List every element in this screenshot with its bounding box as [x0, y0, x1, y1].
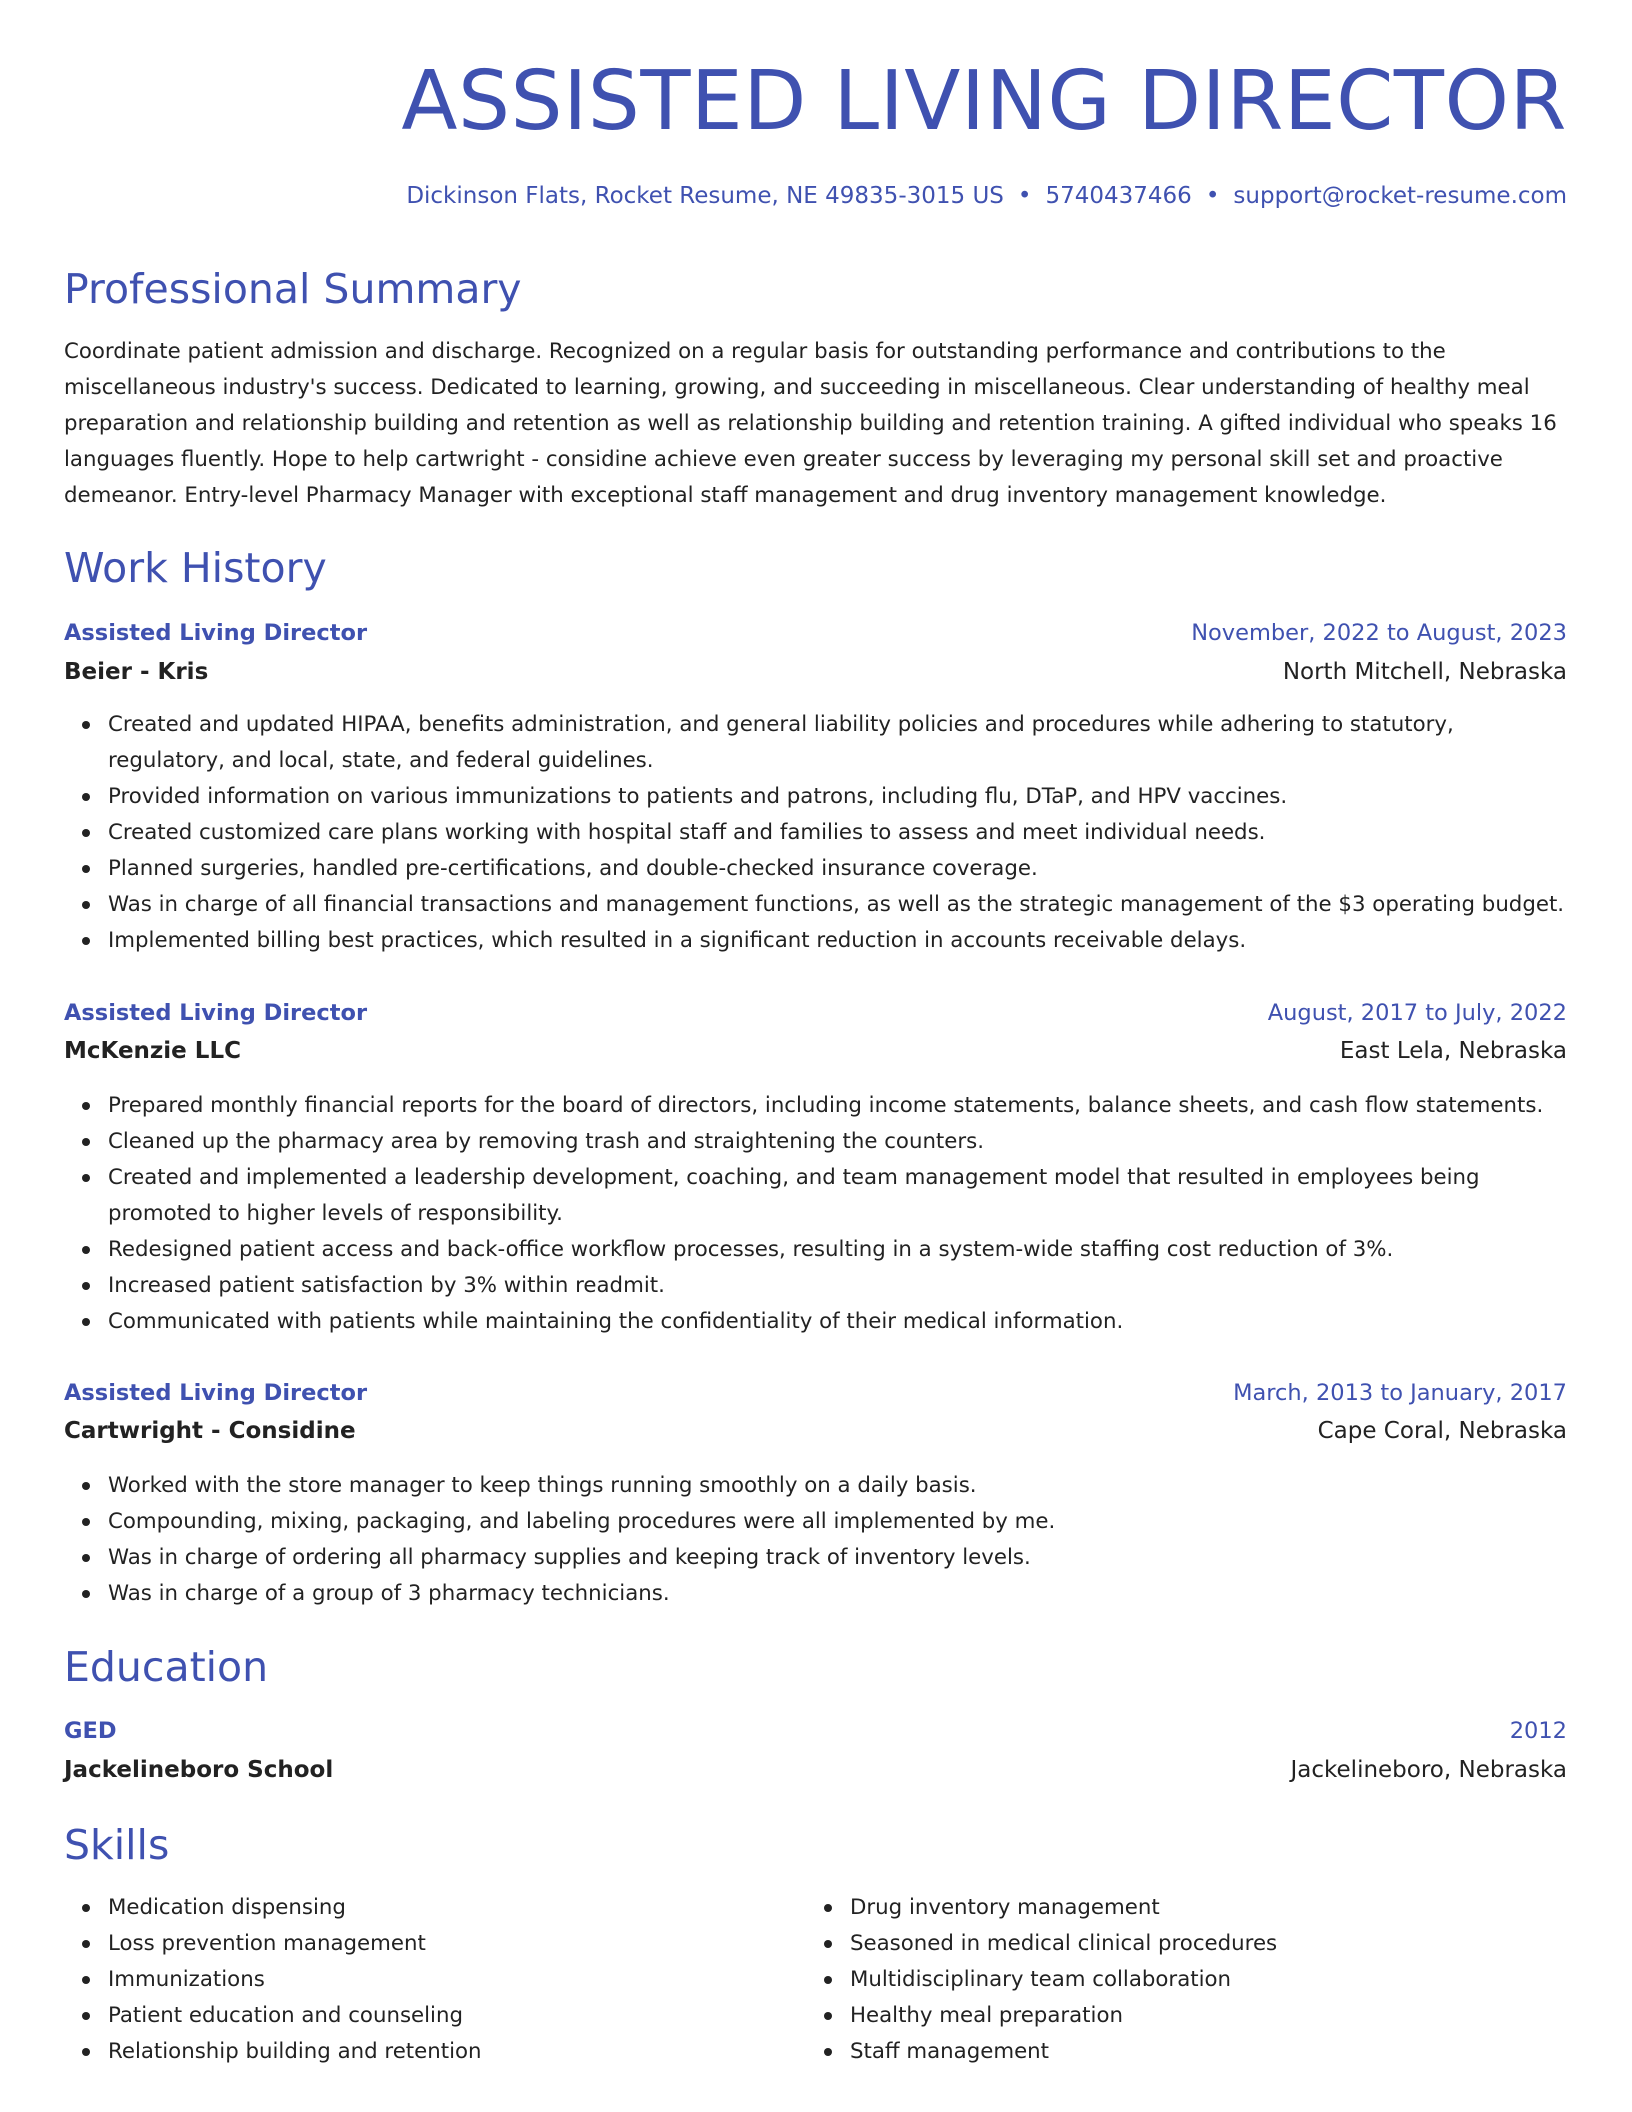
skill-item: Multidisciplinary team collaboration	[850, 1962, 1632, 1998]
job-bullet: Worked with the store manager to keep things running smoothly on a daily basis.	[108, 1468, 1567, 1504]
job-bullet-list	[64, 707, 1567, 959]
job-bullet: Was in charge of ordering all pharmacy supplies and keeping track of inventory levels.	[108, 1540, 1567, 1576]
job-dates: August, 2017 to July, 2022	[1267, 1000, 1567, 1026]
resume-page	[64, 0, 1567, 2112]
summary-text: Coordinate patient admission and discharge. Recognized on a regular basis for outstanding performance and contributions to the miscellaneous industry's success. Dedicated to learning, growing, and succeeding in miscellaneous. Clear understanding of healthy meal preparation and relationship building and retention as well as relationship building and retention training. A gifted individual who speaks 16 languages fluently. Hope to help cartwright - considine achieve even greater success by leveraging my personal skill set and proactive demeanor. Entry-level Pharmacy Manager with exceptional staff management and drug inventory management knowledge.	[64, 339, 1557, 508]
job-company-row	[64, 655, 1567, 689]
skills-list-right	[806, 1890, 1632, 2070]
skill-item: Patient education and counseling	[108, 1998, 1567, 2034]
skill-item: Relationship building and retention	[108, 2034, 1567, 2070]
contact-separator: •	[1205, 183, 1220, 209]
skill-item: Loss prevention management	[108, 1926, 1567, 1962]
job-location: East Lela, Nebraska	[1339, 1038, 1567, 1064]
education-degree: GED	[64, 1718, 117, 1744]
job-title: Assisted Living Director	[64, 620, 368, 646]
job-bullet: Planned surgeries, handled pre-certifications, and double-checked insurance coverage.	[108, 851, 1567, 887]
job-bullet: Was in charge of all financial transactions and management functions, as well as the strategic management of the $3 operating budget.	[108, 887, 1567, 923]
skill-item: Healthy meal preparation	[850, 1998, 1632, 2034]
job-bullet: Created and updated HIPAA, benefits administration, and general liability policies and procedures while adhering to statutory, regulatory, and local, state, and federal guidelines.	[108, 707, 1567, 779]
job-bullet: Redesigned patient access and back-office workflow processes, resulting in a system-wide staffing cost reduction of 3%.	[108, 1232, 1567, 1268]
skill-item: Immunizations	[108, 1962, 1567, 1998]
education-header-row	[64, 1714, 1567, 1748]
resume-name-heading: ASSISTED LIVING DIRECTOR	[401, 54, 1567, 149]
job-bullet: Provided information on various immunizations to patients and patrons, including flu, DTaP, and HPV vaccines.	[108, 779, 1567, 815]
skill-item: Drug inventory management	[850, 1890, 1632, 1926]
job-company: Cartwright - Considine	[64, 1418, 356, 1444]
skill-item: Staff management	[850, 2034, 1632, 2070]
education-year: 2012	[1509, 1718, 1567, 1744]
job-header-row	[64, 996, 1567, 1030]
contact-email: support@rocket-resume.com	[1233, 183, 1567, 209]
job-bullet: Communicated with patients while maintaining the confidentiality of their medical information.	[108, 1304, 1567, 1340]
education-school: Jackelineboro School	[64, 1757, 334, 1783]
job-bullet-list	[64, 1088, 1567, 1340]
education-school-row	[64, 1753, 1567, 1787]
job-company: McKenzie LLC	[64, 1038, 241, 1064]
job-bullet: Compounding, mixing, packaging, and labeling procedures were all implemented by me.	[108, 1504, 1567, 1540]
job-bullet: Prepared monthly financial reports for the board of directors, including income statements, balance sheets, and cash flow statements.	[108, 1088, 1567, 1124]
job-location: North Mitchell, Nebraska	[1282, 659, 1567, 685]
contact-line	[406, 180, 1567, 212]
contact-separator: •	[1017, 183, 1032, 209]
job-dates: November, 2022 to August, 2023	[1191, 620, 1567, 646]
job-location: Cape Coral, Nebraska	[1317, 1418, 1567, 1444]
job-company-row	[64, 1414, 1567, 1448]
job-header-row	[64, 1376, 1567, 1410]
job-bullet: Cleaned up the pharmacy area by removing trash and straightening the counters.	[108, 1124, 1567, 1160]
education-location: Jackelineboro, Nebraska	[1290, 1757, 1567, 1783]
section-title-education: Education	[64, 1643, 269, 1691]
contact-phone: 5740437466	[1045, 183, 1192, 209]
skill-item: Medication dispensing	[108, 1890, 1567, 1926]
job-title: Assisted Living Director	[64, 1380, 368, 1406]
contact-address: Dickinson Flats, Rocket Resume, NE 49835-3015 US	[406, 183, 1004, 209]
job-company-row	[64, 1034, 1567, 1068]
job-bullet: Created and implemented a leadership development, coaching, and team management model that resulted in employees being promoted to higher levels of responsibility.	[108, 1160, 1567, 1232]
job-header-row	[64, 616, 1567, 650]
section-title-summary: Professional Summary	[64, 265, 522, 313]
section-title-skills: Skills	[64, 1821, 170, 1869]
job-bullet-list	[64, 1468, 1567, 1612]
skill-item: Seasoned in medical clinical procedures	[850, 1926, 1632, 1962]
job-title: Assisted Living Director	[64, 1000, 368, 1026]
job-bullet: Created customized care plans working with hospital staff and families to assess and meet individual needs.	[108, 815, 1567, 851]
section-title-work-history: Work History	[64, 544, 327, 592]
job-bullet: Was in charge of a group of 3 pharmacy technicians.	[108, 1576, 1567, 1612]
job-bullet: Increased patient satisfaction by 3% within readmit.	[108, 1268, 1567, 1304]
job-dates: March, 2013 to January, 2017	[1233, 1380, 1567, 1406]
job-bullet: Implemented billing best practices, which resulted in a significant reduction in accounts receivable delays.	[108, 923, 1567, 959]
job-company: Beier - Kris	[64, 659, 209, 685]
